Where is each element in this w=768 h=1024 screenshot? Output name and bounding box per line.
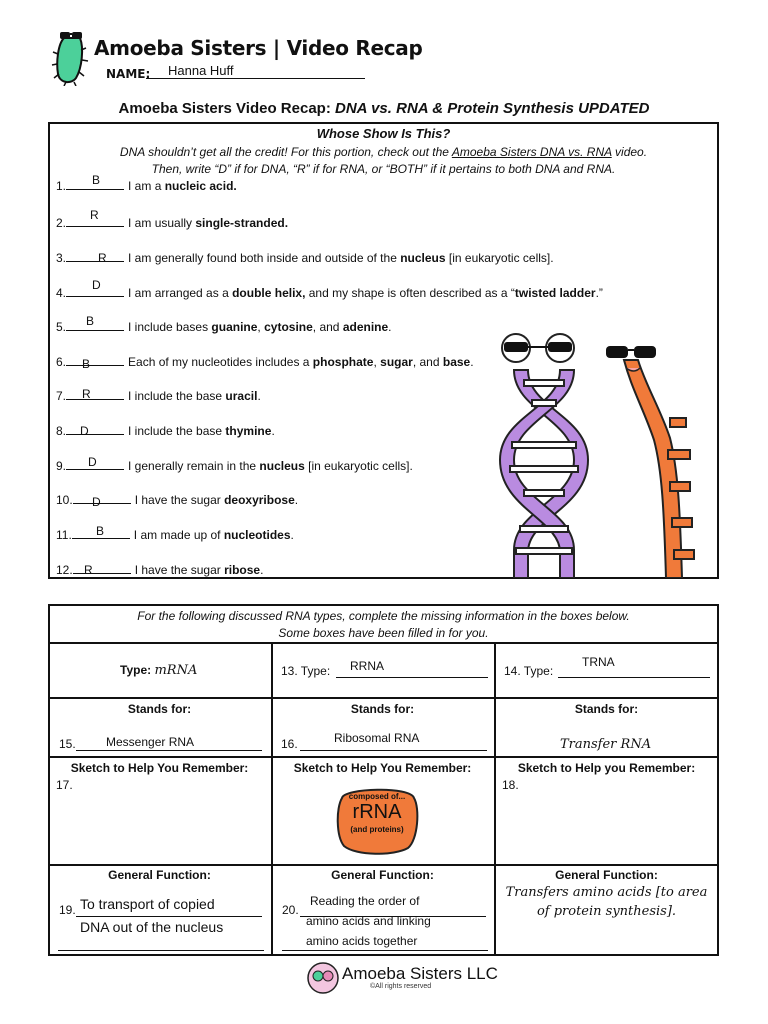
page-title-topic: DNA vs. RNA & Protein Synthesis UPDATED bbox=[334, 100, 650, 117]
function-value-trna-line-2: of protein synthesis]. bbox=[536, 904, 677, 919]
question-text: . bbox=[470, 355, 474, 369]
question-keyword: nucleus bbox=[259, 459, 305, 473]
question-text: . bbox=[257, 389, 261, 403]
table-intro-line-2: Some boxes have been filled in for you. bbox=[278, 626, 489, 640]
rna-character bbox=[606, 346, 694, 578]
question-keyword: twisted ladder bbox=[514, 286, 596, 300]
answer-line bbox=[336, 677, 488, 678]
amoeba-sisters-footer-logo bbox=[307, 962, 339, 994]
table-divider bbox=[48, 642, 719, 644]
stands-for-label: Stands for: bbox=[127, 702, 192, 716]
question-row bbox=[56, 177, 237, 193]
question-keyword: adenine bbox=[342, 320, 389, 334]
question-number: 4. bbox=[56, 286, 67, 300]
answer-line bbox=[58, 950, 264, 951]
question-text: I am arranged as a bbox=[128, 286, 233, 300]
answer-line bbox=[300, 750, 487, 751]
question-text: I include the base bbox=[128, 424, 226, 438]
sketch-num-17: 17. bbox=[56, 778, 73, 792]
rrna-big-label: rRNA bbox=[352, 801, 402, 823]
sketch-label: Sketch to Help You Remember: bbox=[293, 761, 472, 775]
brand-title: Amoeba Sisters | Video Recap bbox=[94, 36, 423, 60]
answer-blank[interactable] bbox=[66, 353, 124, 366]
handwritten-answer[interactable]: D bbox=[92, 495, 101, 509]
handwritten-answer[interactable]: R bbox=[82, 387, 91, 401]
rrna-ribosome-sketch bbox=[334, 784, 420, 856]
handwritten-answer[interactable]: R bbox=[90, 208, 99, 222]
handwritten-answer[interactable]: B bbox=[96, 524, 105, 538]
dna-character bbox=[500, 334, 588, 578]
type-label: Type: bbox=[120, 663, 152, 677]
question-keyword: uracil bbox=[225, 389, 258, 403]
answer-blank[interactable] bbox=[66, 422, 124, 435]
section-heading: Whose Show Is This? bbox=[316, 126, 451, 141]
answer-blank[interactable] bbox=[73, 491, 131, 504]
stands-for-num-15: 15. bbox=[59, 737, 76, 751]
table-divider bbox=[48, 864, 719, 866]
question-keyword: deoxyribose bbox=[224, 493, 295, 507]
answer-blank[interactable] bbox=[66, 318, 124, 331]
question-keyword: thymine bbox=[225, 424, 272, 438]
page-title-prefix: Amoeba Sisters Video Recap: bbox=[118, 100, 335, 117]
handwritten-answer[interactable]: B bbox=[86, 314, 95, 328]
question-text: I generally remain in the bbox=[128, 459, 260, 473]
section-intro-line-1 bbox=[48, 145, 719, 159]
question-keyword: base bbox=[442, 355, 471, 369]
section-intro-line-2: Then, write “D” if for DNA, “R” if for RNA, or “BOTH” if it pertains to both DNA and RNA. bbox=[151, 162, 616, 176]
dna-rna-characters-illustration bbox=[494, 330, 718, 578]
question-keyword: double helix, bbox=[232, 286, 306, 300]
stands-for-answer-15[interactable]: Messenger RNA bbox=[106, 735, 195, 749]
general-function-label: General Function: bbox=[555, 868, 658, 882]
question-number: 11. bbox=[56, 528, 72, 542]
question-row bbox=[56, 249, 554, 265]
type-label-13: 13. Type: bbox=[281, 664, 331, 678]
function-answer-20-line-3[interactable]: amino acids together bbox=[306, 934, 418, 948]
question-row bbox=[56, 526, 294, 542]
question-number: 8. bbox=[56, 424, 67, 438]
function-value-trna-line-1: Transfers amino acids [to area bbox=[505, 885, 708, 900]
answer-blank[interactable] bbox=[66, 249, 124, 262]
sketch-label: Sketch to Help you Remember: bbox=[517, 761, 696, 775]
answer-line bbox=[76, 916, 262, 917]
question-text: . bbox=[388, 320, 392, 334]
question-text: , bbox=[257, 320, 265, 334]
question-text: . bbox=[271, 424, 275, 438]
page-title bbox=[0, 100, 768, 117]
question-text: I am made up of bbox=[133, 528, 224, 542]
question-number: 10. bbox=[56, 493, 73, 507]
handwritten-answer[interactable]: R bbox=[98, 251, 107, 265]
question-number: 6. bbox=[56, 355, 67, 369]
answer-line bbox=[76, 750, 262, 751]
question-text: , and bbox=[412, 355, 443, 369]
type-cell-mrna bbox=[120, 663, 197, 678]
question-number: 2. bbox=[56, 216, 67, 230]
name-field[interactable]: Hanna Huff bbox=[168, 63, 234, 78]
function-answer-20-line-2[interactable]: amino acids and linking bbox=[306, 914, 431, 928]
answer-line bbox=[558, 677, 710, 678]
general-function-label: General Function: bbox=[108, 868, 211, 882]
footer-rights: ©All rights reserved bbox=[370, 983, 432, 990]
question-text: [in eukaryotic cells]. bbox=[304, 459, 413, 473]
general-function-label: General Function: bbox=[331, 868, 434, 882]
function-answer-19-line-2[interactable]: DNA out of the nucleus bbox=[80, 919, 224, 935]
question-row bbox=[56, 457, 413, 473]
stands-for-num-16: 16. bbox=[281, 737, 298, 751]
question-text: . bbox=[260, 563, 264, 577]
question-text: I am generally found both inside and outside of the bbox=[128, 251, 401, 265]
question-keyword: single-stranded. bbox=[195, 216, 289, 230]
question-text: I include the base bbox=[128, 389, 226, 403]
table-column-divider bbox=[271, 642, 273, 954]
question-text: I have the sugar bbox=[134, 563, 225, 577]
question-keyword: cytosine bbox=[264, 320, 313, 334]
question-row bbox=[56, 318, 392, 334]
answer-blank[interactable] bbox=[66, 387, 124, 400]
question-row bbox=[56, 353, 474, 369]
question-text: and my shape is often described as a “ bbox=[305, 286, 515, 300]
type-answer-13[interactable]: RRNA bbox=[350, 659, 385, 673]
question-keyword: nucleic acid. bbox=[164, 179, 237, 193]
name-field-line bbox=[146, 78, 365, 79]
name-label: NAME: bbox=[106, 67, 151, 81]
handwritten-answer[interactable]: D bbox=[88, 455, 97, 469]
question-text: I am a bbox=[128, 179, 165, 193]
function-answer-20-line-1[interactable]: Reading the order of bbox=[310, 894, 420, 908]
intro-text-end: video. bbox=[611, 145, 648, 159]
question-keyword: nucleus bbox=[400, 251, 446, 265]
question-number: 1. bbox=[56, 179, 67, 193]
question-keyword: phosphate bbox=[312, 355, 374, 369]
rrna-proteins-label: (and proteins) bbox=[350, 825, 404, 834]
question-keyword: nucleotides bbox=[223, 528, 291, 542]
question-keyword: ribose bbox=[224, 563, 261, 577]
video-link[interactable]: Amoeba Sisters DNA vs. RNA bbox=[451, 145, 612, 159]
stands-for-value-trna: Transfer RNA bbox=[560, 737, 652, 752]
table-divider bbox=[48, 756, 719, 758]
handwritten-answer[interactable]: B bbox=[82, 357, 91, 371]
amoeba-mascot-logo bbox=[50, 24, 94, 86]
handwritten-answer[interactable]: D bbox=[92, 278, 101, 292]
sketch-label: Sketch to Help You Remember: bbox=[70, 761, 249, 775]
table-divider bbox=[48, 697, 719, 699]
question-text: , and bbox=[312, 320, 343, 334]
question-text: Each of my nucleotides includes a bbox=[128, 355, 313, 369]
question-text: [in eukaryotic cells]. bbox=[445, 251, 554, 265]
question-keyword: sugar bbox=[380, 355, 413, 369]
footer-company: Amoeba Sisters LLC bbox=[342, 964, 498, 983]
answer-blank[interactable] bbox=[73, 561, 131, 574]
question-text: I am usually bbox=[128, 216, 196, 230]
answer-line bbox=[282, 950, 488, 951]
question-text: I have the sugar bbox=[134, 493, 225, 507]
question-text: . bbox=[294, 493, 299, 507]
table-intro-line-1: For the following discussed RNA types, complete the missing information in the boxes below. bbox=[137, 609, 630, 623]
handwritten-answer[interactable]: D bbox=[80, 424, 89, 438]
question-number: 5. bbox=[56, 320, 67, 334]
question-number: 12. bbox=[56, 563, 73, 577]
function-answer-19-line-1[interactable]: To transport of copied bbox=[80, 896, 215, 912]
type-label-14: 14. Type: bbox=[504, 664, 554, 678]
rrna-composed-label: composed of... bbox=[348, 792, 406, 801]
function-num-20: 20. bbox=[282, 903, 299, 917]
question-keyword: guanine bbox=[211, 320, 258, 334]
function-num-19: 19. bbox=[59, 903, 76, 917]
question-number: 9. bbox=[56, 459, 67, 473]
stands-for-label: Stands for: bbox=[574, 702, 639, 716]
type-answer-14[interactable]: TRNA bbox=[582, 655, 615, 669]
question-text: , bbox=[373, 355, 381, 369]
question-number: 3. bbox=[56, 251, 67, 265]
sketch-num-18: 18. bbox=[502, 778, 519, 792]
stands-for-answer-16[interactable]: Ribosomal RNA bbox=[334, 731, 420, 745]
type-value-mrna: mRNA bbox=[154, 663, 198, 678]
question-text: . bbox=[290, 528, 294, 542]
question-number: 7. bbox=[56, 389, 67, 403]
question-row bbox=[56, 284, 603, 300]
question-text: .” bbox=[595, 286, 603, 300]
question-text: I include bases bbox=[128, 320, 212, 334]
intro-text: DNA shouldn’t get all the credit! For this portion, check out the bbox=[119, 145, 452, 159]
handwritten-answer[interactable]: B bbox=[92, 173, 101, 187]
stands-for-label: Stands for: bbox=[350, 702, 415, 716]
handwritten-answer[interactable]: R bbox=[84, 563, 93, 577]
